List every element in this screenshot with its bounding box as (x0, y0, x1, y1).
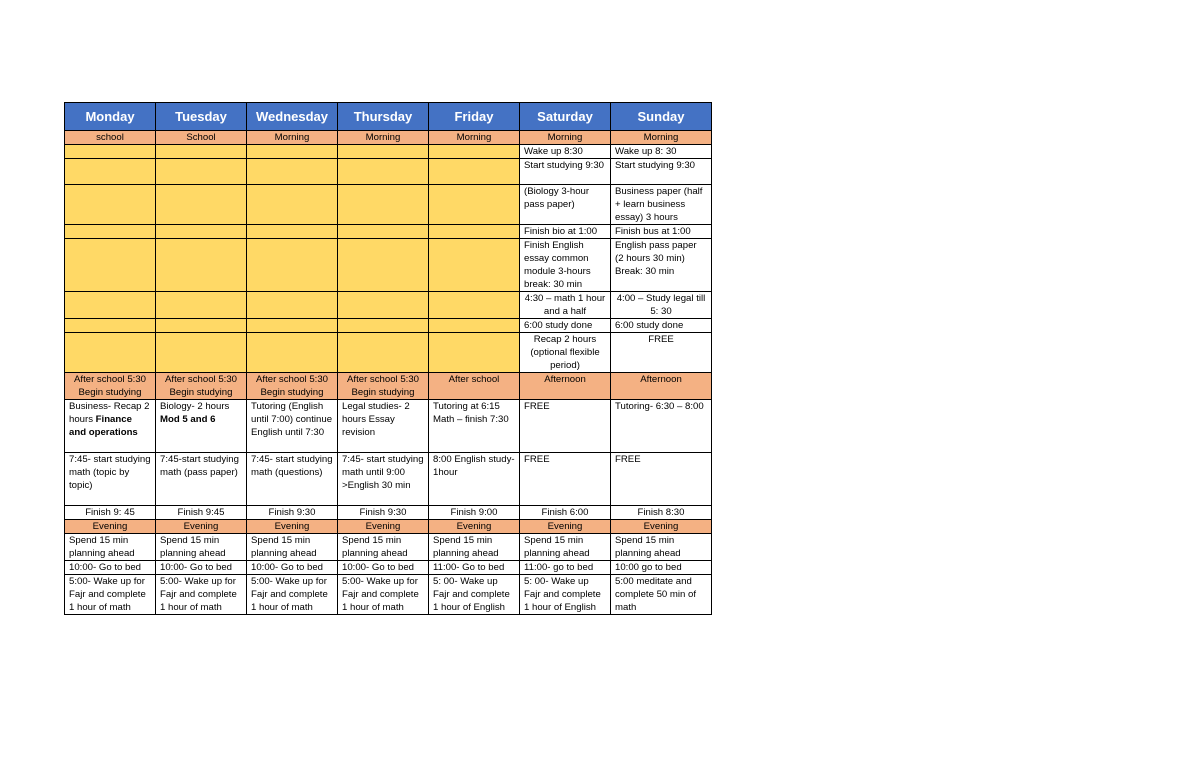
saturday-morning-item: Wake up 8:30 (520, 145, 611, 159)
afternoon-label-friday (429, 373, 520, 400)
sunday-morning-item: Wake up 8: 30 (611, 145, 712, 159)
afternoon-session2-monday: 7:45- start studying math (topic by topic) (65, 453, 156, 506)
session-text-bold: Mod 5 and 6 (160, 414, 216, 425)
afternoon-label-line: Begin studying (260, 387, 324, 398)
afternoon-label-line: After school 5:30 (256, 374, 328, 385)
sunday-morning-item: 6:00 study done (611, 319, 712, 333)
afternoon-session1-sunday: Tutoring- 6:30 – 8:00 (611, 400, 712, 453)
afternoon-label-row (65, 373, 712, 400)
evening-bed-monday: 10:00- Go to bed (65, 561, 156, 575)
school-block-cell (65, 292, 156, 319)
afternoon-session2-saturday: FREE (520, 453, 611, 506)
school-block-cell (156, 292, 247, 319)
saturday-morning-item: 4:30 – math 1 hour and a half (520, 292, 611, 319)
day-header-tuesday: Tuesday (156, 103, 247, 131)
session-text: Biology- 2 hours (160, 401, 230, 412)
evening-bed-saturday: 11:00- go to bed (520, 561, 611, 575)
afternoon-session2-wednesday: 7:45- start studying math (questions) (247, 453, 338, 506)
evening-wake-row (65, 575, 712, 615)
evening-plan-saturday: Spend 15 min planning ahead (520, 534, 611, 561)
afternoon-session1-saturday: FREE (520, 400, 611, 453)
evening-bed-tuesday: 10:00- Go to bed (156, 561, 247, 575)
finish-time-wednesday: Finish 9:30 (247, 506, 338, 520)
evening-wake-saturday: 5: 00- Wake up Fajr and complete 1 hour of English (520, 575, 611, 615)
saturday-morning-item: 6:00 study done (520, 319, 611, 333)
evening-label-thursday: Evening (338, 520, 429, 534)
morning-label-row (65, 131, 712, 145)
day-header-friday: Friday (429, 103, 520, 131)
evening-plan-thursday: Spend 15 min planning ahead (338, 534, 429, 561)
school-block-cell (338, 333, 429, 373)
finish-time-sunday: Finish 8:30 (611, 506, 712, 520)
school-block-cell (65, 319, 156, 333)
afternoon-session1-monday (65, 400, 156, 453)
school-block-cell (429, 185, 520, 225)
evening-plan-monday: Spend 15 min planning ahead (65, 534, 156, 561)
school-block-cell (429, 239, 520, 292)
saturday-morning-item: Start studying 9:30 (520, 159, 611, 185)
saturday-morning-item: (Biology 3-hour pass paper) (520, 185, 611, 225)
school-block-cell (338, 225, 429, 239)
finish-time-friday: Finish 9:00 (429, 506, 520, 520)
morning-label-thursday: Morning (338, 131, 429, 145)
afternoon-session1-friday: Tutoring at 6:15 Math – finish 7:30 (429, 400, 520, 453)
school-block-cell (65, 145, 156, 159)
morning-row (65, 145, 712, 159)
school-block-cell (338, 185, 429, 225)
evening-wake-thursday: 5:00- Wake up for Fajr and complete 1 hour of math (338, 575, 429, 615)
school-block-cell (156, 145, 247, 159)
school-block-cell (156, 319, 247, 333)
evening-wake-wednesday: 5:00- Wake up for Fajr and complete 1 hour of math (247, 575, 338, 615)
afternoon-label-wednesday (247, 373, 338, 400)
evening-label-wednesday: Evening (247, 520, 338, 534)
school-block-cell (156, 239, 247, 292)
school-block-cell (156, 333, 247, 373)
evening-wake-friday: 5: 00- Wake up Fajr and complete 1 hour of English (429, 575, 520, 615)
day-header-saturday: Saturday (520, 103, 611, 131)
sunday-morning-item: English pass paper (2 hours 30 min) Break: 30 min (611, 239, 712, 292)
evening-wake-tuesday: 5:00- Wake up for Fajr and complete 1 hour of math (156, 575, 247, 615)
afternoon-label-line: Begin studying (351, 387, 415, 398)
morning-row (65, 239, 712, 292)
evening-bed-wednesday: 10:00- Go to bed (247, 561, 338, 575)
school-block-cell (247, 333, 338, 373)
evening-label-row (65, 520, 712, 534)
afternoon-label-line: Begin studying (78, 387, 142, 398)
school-block-cell (65, 239, 156, 292)
afternoon-session2-thursday: 7:45- start studying math until 9:00 >English 30 min (338, 453, 429, 506)
morning-row (65, 292, 712, 319)
session-text: Business- Recap 2 hours (69, 401, 150, 425)
morning-label-friday: Morning (429, 131, 520, 145)
school-block-cell (247, 292, 338, 319)
school-block-cell (338, 292, 429, 319)
saturday-morning-item: Finish English essay common module 3-hours break: 30 min (520, 239, 611, 292)
evening-plan-wednesday: Spend 15 min planning ahead (247, 534, 338, 561)
afternoon-label-tuesday (156, 373, 247, 400)
afternoon-label-thursday (338, 373, 429, 400)
sunday-morning-item: Start studying 9:30 (611, 159, 712, 185)
afternoon-label-line: After school 5:30 (74, 374, 146, 385)
weekly-study-schedule-table (64, 102, 712, 615)
morning-row (65, 333, 712, 373)
sunday-morning-item: FREE (611, 333, 712, 373)
day-header-wednesday: Wednesday (247, 103, 338, 131)
day-header-monday: Monday (65, 103, 156, 131)
evening-label-sunday: Evening (611, 520, 712, 534)
school-block-cell (247, 225, 338, 239)
evening-plan-friday: Spend 15 min planning ahead (429, 534, 520, 561)
afternoon-label-line: Begin studying (169, 387, 233, 398)
evening-bed-sunday: 10:00 go to bed (611, 561, 712, 575)
evening-plan-tuesday: Spend 15 min planning ahead (156, 534, 247, 561)
afternoon-session2-row (65, 453, 712, 506)
morning-label-tuesday: School (156, 131, 247, 145)
morning-row (65, 185, 712, 225)
afternoon-session1-row (65, 400, 712, 453)
school-block-cell (65, 333, 156, 373)
saturday-morning-item: Recap 2 hours (optional flexible period) (520, 333, 611, 373)
evening-plan-sunday: Spend 15 min planning ahead (611, 534, 712, 561)
evening-bed-friday: 11:00- Go to bed (429, 561, 520, 575)
evening-label-friday: Evening (429, 520, 520, 534)
afternoon-session1-thursday: Legal studies- 2 hours Essay revision (338, 400, 429, 453)
afternoon-label-line: After school 5:30 (165, 374, 237, 385)
finish-row (65, 506, 712, 520)
day-header-sunday: Sunday (611, 103, 712, 131)
school-block-cell (429, 159, 520, 185)
afternoon-session2-friday: 8:00 English study- 1hour (429, 453, 520, 506)
morning-label-saturday: Morning (520, 131, 611, 145)
afternoon-session2-tuesday: 7:45-start studying math (pass paper) (156, 453, 247, 506)
evening-label-saturday: Evening (520, 520, 611, 534)
morning-row (65, 159, 712, 185)
school-block-cell (429, 292, 520, 319)
school-block-cell (156, 185, 247, 225)
sunday-morning-item: 4:00 – Study legal till 5: 30 (611, 292, 712, 319)
evening-wake-sunday: 5:00 meditate and complete 50 min of math (611, 575, 712, 615)
school-block-cell (247, 145, 338, 159)
sunday-morning-item: Business paper (half + learn business essay) 3 hours (611, 185, 712, 225)
afternoon-session1-tuesday (156, 400, 247, 453)
finish-time-saturday: Finish 6:00 (520, 506, 611, 520)
school-block-cell (429, 145, 520, 159)
morning-label-monday: school (65, 131, 156, 145)
afternoon-label-sunday (611, 373, 712, 400)
afternoon-label-line: Afternoon (544, 374, 586, 385)
day-header-row (65, 103, 712, 131)
school-block-cell (247, 319, 338, 333)
afternoon-session2-sunday: FREE (611, 453, 712, 506)
school-block-cell (247, 185, 338, 225)
evening-label-monday: Evening (65, 520, 156, 534)
afternoon-label-line: After school 5:30 (347, 374, 419, 385)
finish-time-thursday: Finish 9:30 (338, 506, 429, 520)
school-block-cell (338, 159, 429, 185)
afternoon-label-line: Afternoon (640, 374, 682, 385)
morning-row (65, 319, 712, 333)
school-block-cell (247, 159, 338, 185)
school-block-cell (65, 159, 156, 185)
school-block-cell (247, 239, 338, 292)
day-header-thursday: Thursday (338, 103, 429, 131)
evening-plan-row (65, 534, 712, 561)
sunday-morning-item: Finish bus at 1:00 (611, 225, 712, 239)
afternoon-label-monday (65, 373, 156, 400)
school-block-cell (65, 225, 156, 239)
school-block-cell (156, 225, 247, 239)
saturday-morning-item: Finish bio at 1:00 (520, 225, 611, 239)
finish-time-monday: Finish 9: 45 (65, 506, 156, 520)
morning-label-wednesday: Morning (247, 131, 338, 145)
morning-label-sunday: Morning (611, 131, 712, 145)
evening-bed-row (65, 561, 712, 575)
school-block-cell (429, 319, 520, 333)
school-block-cell (338, 319, 429, 333)
school-block-cell (156, 159, 247, 185)
finish-time-tuesday: Finish 9:45 (156, 506, 247, 520)
afternoon-label-saturday (520, 373, 611, 400)
school-block-cell (338, 239, 429, 292)
session-text-bold: Finance and operations (69, 414, 138, 438)
school-block-cell (429, 333, 520, 373)
evening-wake-monday: 5:00- Wake up for Fajr and complete 1 hour of math (65, 575, 156, 615)
school-block-cell (65, 185, 156, 225)
school-block-cell (429, 225, 520, 239)
school-block-cell (338, 145, 429, 159)
afternoon-label-line: After school (448, 374, 500, 385)
morning-row (65, 225, 712, 239)
evening-label-tuesday: Evening (156, 520, 247, 534)
afternoon-session1-wednesday: Tutoring (English until 7:00) continue English until 7:30 (247, 400, 338, 453)
evening-bed-thursday: 10:00- Go to bed (338, 561, 429, 575)
